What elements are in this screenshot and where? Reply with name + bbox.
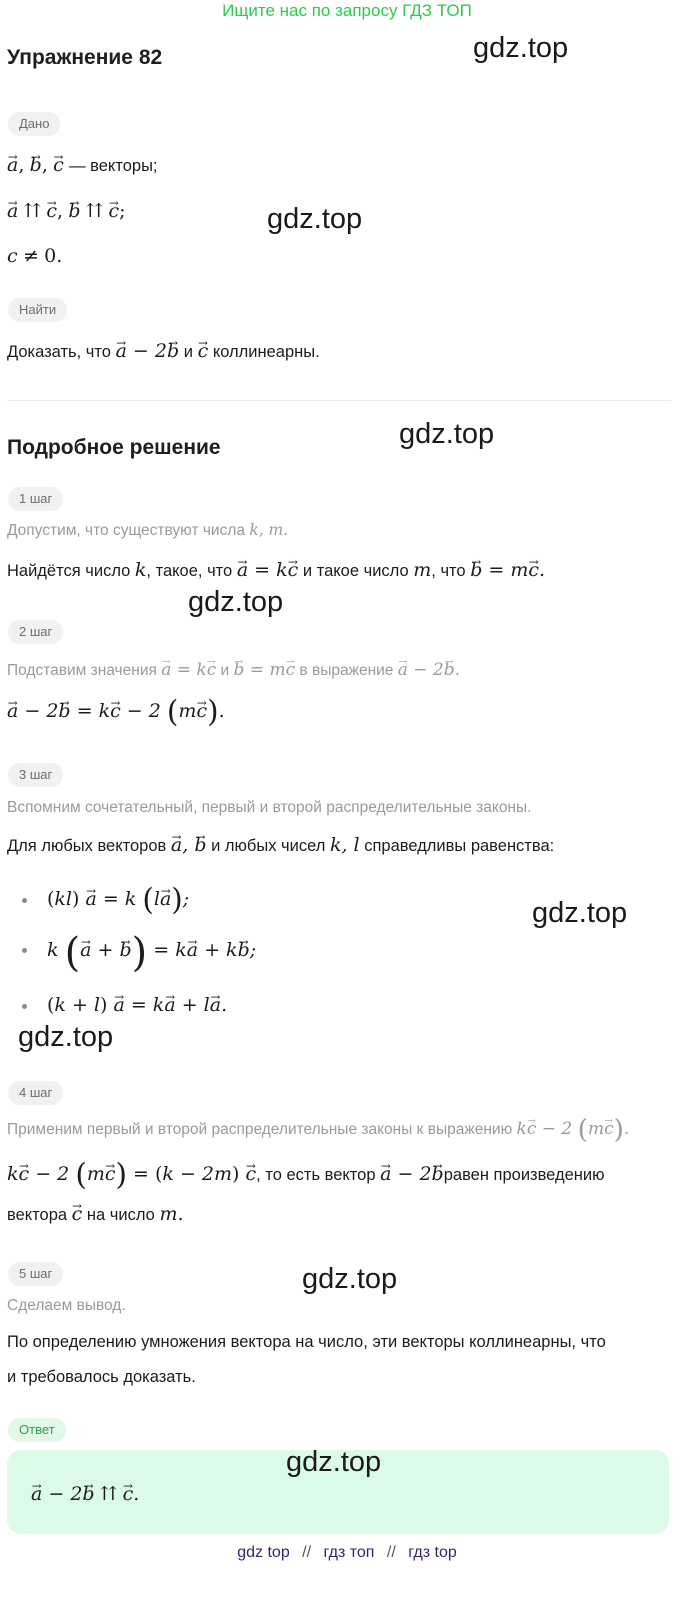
- step-5-main-2: и требовалось доказать.: [7, 1368, 196, 1386]
- step-1-hint: Допустим, что существуют числа k, m.: [7, 521, 289, 539]
- step-2-formula: → a − 2→ b = k→ c − 2 (m→ c).: [7, 699, 225, 724]
- step-1-badge: 1 шаг: [8, 487, 63, 511]
- law-3: (k + l) → a = k→ a + l→ a.: [47, 993, 227, 1018]
- step-4-main-2: вектора → c на число m.: [7, 1203, 184, 1226]
- list-bullet: [22, 948, 27, 953]
- step-1-main: Найдётся число k, такое, что → a = k→ c и такое число m, что → b = m→ c.: [7, 559, 545, 582]
- watermark: gdz.top: [399, 418, 495, 450]
- step-2-hint: Подставим значения → a = k→ c и → b = m→ c в выражение → a − 2→ b.: [7, 659, 460, 682]
- watermark: gdz.top: [302, 1263, 398, 1295]
- solution-title: Подробное решение: [7, 436, 221, 459]
- law-1: (kl) → a = k (l→ a);: [47, 887, 189, 912]
- step-3-badge: 3 шаг: [8, 763, 63, 787]
- watermark: gdz.top: [267, 203, 363, 235]
- step-3-main: Для любых векторов → a, → b и любых чисел k, l справедливы равенства:: [7, 834, 554, 857]
- step-3-hint: Вспомним сочетательный, первый и второй распределительные законы.: [7, 799, 532, 816]
- step-2-badge: 2 шаг: [8, 620, 63, 644]
- watermark: gdz.top: [188, 586, 284, 618]
- step-4-badge: 4 шаг: [8, 1081, 63, 1105]
- step-4-main-1: k→ c − 2 (m→ c) = (k − 2m) → c, то есть вектор → a − 2→ bравен произведению: [7, 1163, 605, 1186]
- footer-separator: //: [302, 1544, 312, 1561]
- watermark: gdz.top: [18, 1021, 114, 1053]
- given-badge: Дано: [8, 112, 60, 136]
- answer-formula: → a − 2→ b ⇈ → c.: [31, 1482, 139, 1507]
- footer-separator: //: [386, 1544, 396, 1561]
- footer-link-3[interactable]: гдз top: [408, 1544, 457, 1561]
- page-title: Упражнение 82: [7, 46, 163, 69]
- footer-link-2[interactable]: гдз топ: [323, 1544, 375, 1561]
- given-line-1: → a, → b, → c — векторы;: [7, 153, 158, 178]
- watermark: gdz.top: [473, 32, 569, 64]
- law-2: k (→ a + → b) = k→ a + k→ b;: [47, 938, 256, 965]
- answer-badge: Ответ: [8, 1418, 66, 1442]
- given-line-2: → a ⇈ → c, → b ⇈ → c;: [7, 199, 126, 224]
- footer-links: [0, 1544, 694, 1562]
- find-badge: Найти: [8, 298, 67, 322]
- section-divider: [7, 400, 671, 401]
- footer-link-1[interactable]: gdz top: [237, 1544, 290, 1561]
- watermark: gdz.top: [532, 897, 628, 929]
- top-banner[interactable]: Ищите нас по запросу ГДЗ ТОП: [222, 1, 472, 20]
- list-bullet: [22, 898, 27, 903]
- step-5-main-1: По определению умножения вектора на число, эти векторы коллинеарны, что: [7, 1333, 606, 1351]
- step-5-hint: Сделаем вывод.: [7, 1297, 126, 1314]
- watermark: gdz.top: [286, 1446, 382, 1478]
- list-bullet: [22, 1004, 27, 1009]
- step-4-hint: Применим первый и второй распределительные законы к выражению k→ c − 2 (m→ c).: [7, 1118, 629, 1141]
- step-5-badge: 5 шаг: [8, 1262, 63, 1286]
- given-line-3: c ≠ 0.: [7, 245, 63, 267]
- find-text: Доказать, что → a − 2→ b и → c коллинеарны.: [7, 340, 320, 363]
